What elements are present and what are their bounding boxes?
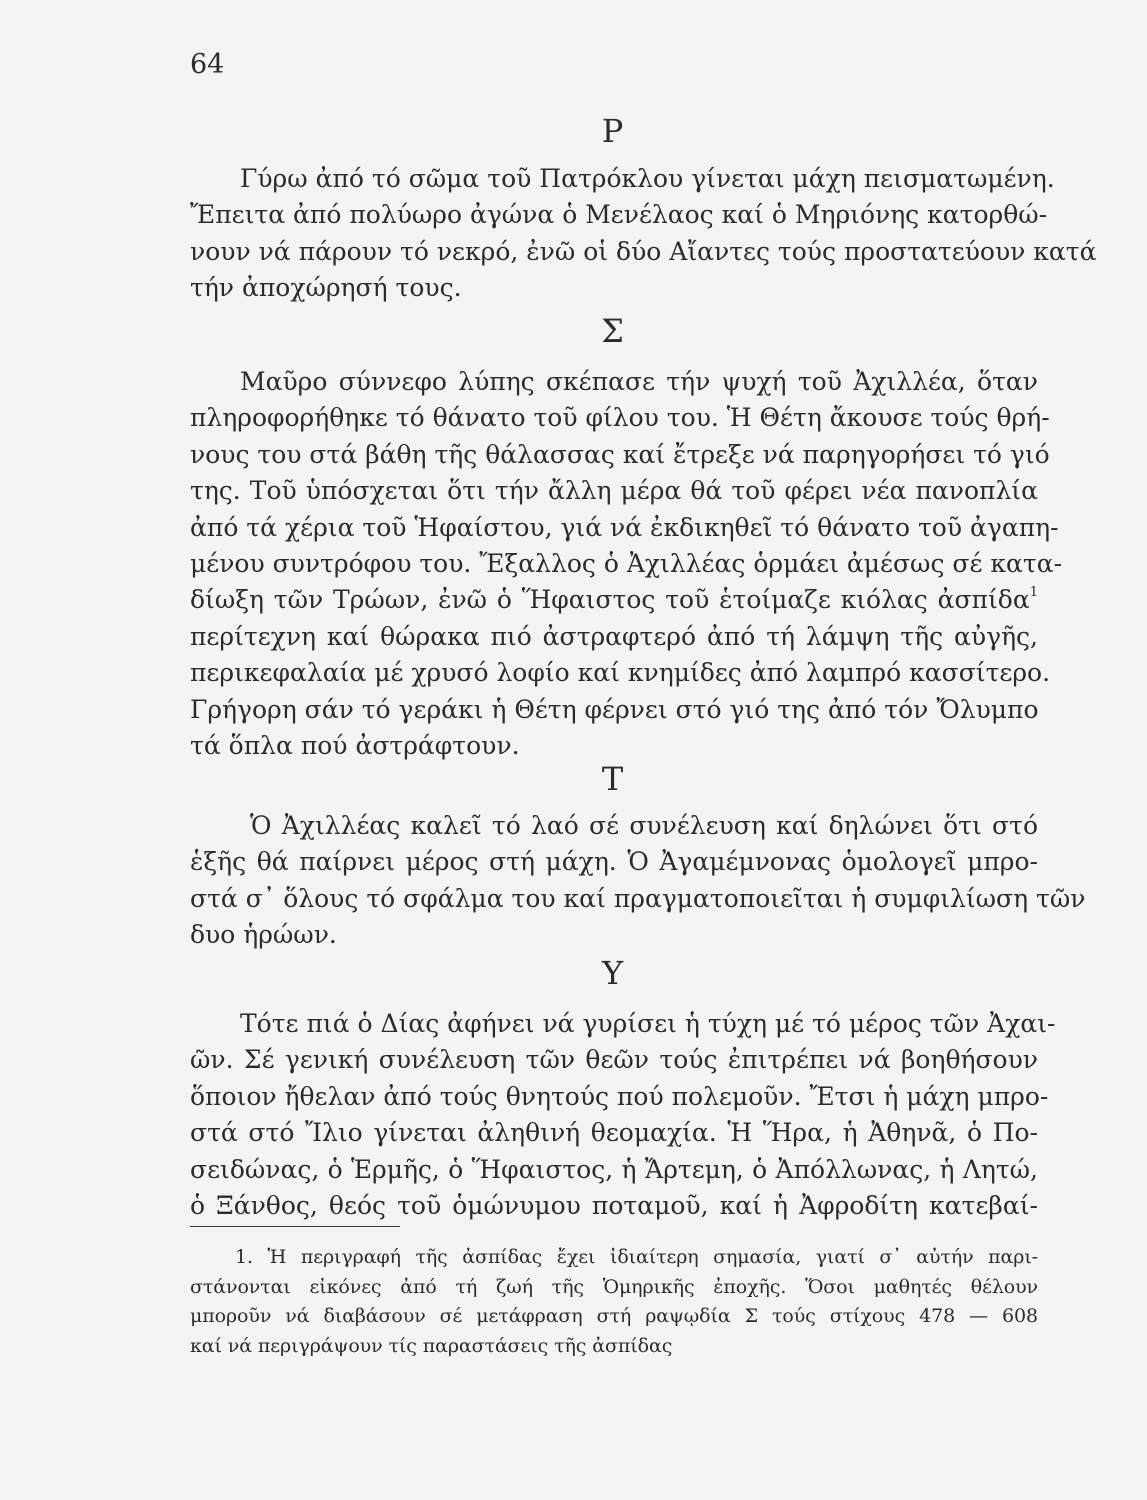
footnote-line: μποροῦν νά διαβάσουν σέ μετάφραση στή ραψῳδία Σ τούς στίχους 478 — 608	[190, 1305, 1038, 1327]
paragraph-line: ἑξῆς θά παίρνει μέρος στή μάχη. Ὁ Ἀγαμέμνονας ὁμολογεῖ μπρο-	[190, 847, 1038, 877]
footnote	[190, 1243, 1038, 1361]
paragraph-line: στά σ᾽ ὅλους τό σφάλμα του καί πραγματοποιεῖται ἡ συμφιλίωση τῶν	[190, 883, 1086, 913]
paragraph-line: ὁ Ξάνθος, θεός τοῦ ὁμώνυμου ποταμοῦ, καί ἡ Ἀφροδίτη κατεβαί-	[190, 1190, 1038, 1220]
footnote-line: στάνονται εἰκόνες ἀπό τή ζωή τῆς Ὁμηρικῆς ἐποχῆς. Ὅσοι μαθητές θέλουν	[190, 1275, 1038, 1298]
section-heading-rho: Ρ	[601, 112, 624, 150]
paragraph-line: Ὁ Ἀχιλλέας καλεῖ τό λαό σέ συνέλευση καί δηλώνει ὅτι στό	[250, 811, 1038, 840]
footnote-marker: 1	[1029, 585, 1038, 601]
paragraph-rho	[190, 161, 1097, 307]
paragraph-line: νουν νά πάρουν τό νεκρό, ἐνῶ οἱ δύο Αἴαντες τούς προστατεύουν κατά	[190, 236, 1097, 266]
paragraph-upsilon	[190, 1006, 1056, 1224]
paragraph-line: τήν ἀποχώρησή τους.	[190, 273, 462, 303]
paragraph-line: Γρήγορη σάν τό γεράκι ἡ Θέτη φέρνει στό γιό της ἀπό τόν Ὄλυμπο	[190, 694, 1039, 724]
paragraph-line-text: δίωξη τῶν Τρώων, ἐνῶ ὁ Ἥφαιστος τοῦ ἑτοίμαζε κιόλας ἀσπίδα	[190, 585, 1030, 615]
paragraph-line: νους του στά βάθη τῆς θάλασσας καί ἔτρεξε νά παρηγορήσει τό γιό	[190, 439, 1050, 469]
paragraph-line: της. Τοῦ ὑπόσχεται ὅτι τήν ἄλλη μέρα θά τοῦ φέρει νέα πανοπλία	[190, 476, 1038, 506]
paragraph-line-with-footnote	[190, 582, 1038, 618]
paragraph-line: Μαῦρο σύννεφο λύπης σκέπασε τήν ψυχή τοῦ Ἀχιλλέα, ὅταν	[240, 367, 1038, 396]
paragraph-line: τά ὅπλα πού ἀστράφτουν.	[190, 730, 520, 760]
paragraph-line: ὅποιον ἤθελαν ἀπό τούς θνητούς πού πολεμοῦν. Ἔτσι ἡ μάχη μπρο-	[190, 1081, 1049, 1111]
footnote-divider	[190, 1226, 400, 1227]
footnote-line: καί νά περιγράψουν τίς παραστάσεις τῆς ἀσπίδας	[190, 1334, 673, 1357]
footnote-line: 1. Ἡ περιγραφή τῆς ἀσπίδας ἔχει ἰδιαίτερη σημασία, γιατί σ᾽ αὐτήν παρι-	[235, 1246, 1038, 1268]
paragraph-line: μένου συντρόφου του. Ἔξαλλος ὁ Ἀχιλλέας ὁρμάει ἀμέσως σέ κατα-	[190, 548, 1063, 578]
paragraph-line: πληροφορήθηκε τό θάνατο τοῦ φίλου του. Ἡ Θέτη ἄκουσε τούς θρή-	[190, 403, 1050, 433]
paragraph-line: Γύρω ἀπό τό σῶμα τοῦ Πατρόκλου γίνεται μάχη πεισματωμένη.	[240, 164, 1055, 193]
section-heading-sigma: Σ	[601, 312, 624, 350]
paragraph-tau	[190, 808, 1086, 954]
paragraph-line: περικεφαλαία μέ χρυσό λοφίο καί κνημίδες ἀπό λαμπρό κασσίτερο.	[190, 658, 1051, 688]
paragraph-line: ῶν. Σέ γενική συνέλευση τῶν θεῶν τούς ἐπιτρέπει νά βοηθήσουν	[190, 1045, 1038, 1075]
paragraph-line: σειδώνας, ὁ Ἑρμῆς, ὁ Ἥφαιστος, ἡ Ἄρτεμη, ὁ Ἀπόλλωνας, ἡ Λητώ,	[190, 1154, 1038, 1184]
section-heading-tau: Τ	[601, 760, 624, 798]
page-number: 64	[190, 49, 225, 80]
section-heading-upsilon: Υ	[601, 954, 624, 992]
paragraph-line: περίτεχνη καί θώρακα πιό ἀστραφτερό ἀπό τή λάμψη τῆς αὐγῆς,	[190, 621, 1038, 651]
paragraph-line: Ἔπειτα ἀπό πολύωρο ἀγώνα ὁ Μενέλαος καί ὁ Μηριόνης κατορθώ-	[190, 200, 1048, 230]
paragraph-sigma	[190, 364, 1063, 764]
paragraph-line: στά στό Ἴλιο γίνεται ἀληθινή θεομαχία. Ἡ Ἥρα, ἡ Ἀθηνᾶ, ὁ Πο-	[190, 1118, 1038, 1148]
paragraph-line: δυο ἡρώων.	[190, 920, 337, 950]
paragraph-line: ἀπό τά χέρια τοῦ Ἡφαίστου, γιά νά ἐκδικηθεῖ τό θάνατο τοῦ ἀγαπη-	[190, 512, 1059, 542]
paragraph-line: Τότε πιά ὁ Δίας ἀφήνει νά γυρίσει ἡ τύχη μέ τό μέρος τῶν Ἀχαι-	[240, 1009, 1056, 1038]
